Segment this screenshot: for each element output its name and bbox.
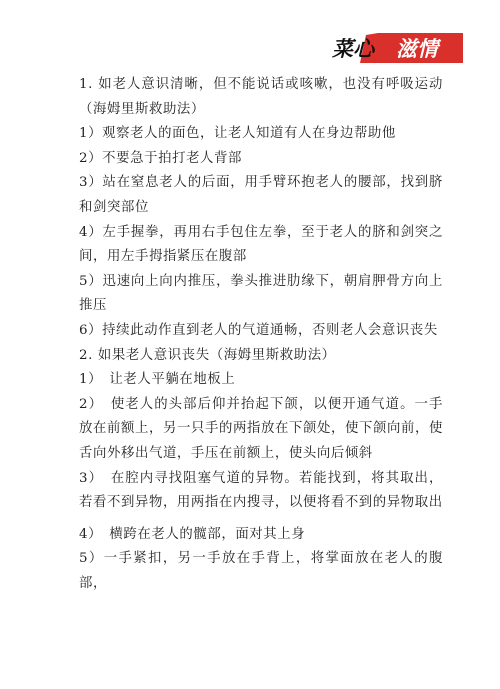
- paragraph-3: 2）不要急于拍打老人背部: [79, 150, 243, 166]
- brand-logo-graphic: [330, 33, 463, 63]
- paragraph-12: 4） 横跨在老人的髋部，面对其上身: [79, 526, 306, 542]
- logo-text-right: 滋情: [396, 36, 438, 61]
- paragraph-9: 1） 让老人平躺在地板上: [79, 372, 236, 388]
- paragraph-1: 1. 如老人意识清晰，但不能说话或咳嗽，也没有呼吸运动（海姆里斯救助法）: [79, 77, 443, 117]
- document-body: [79, 73, 443, 596]
- paragraph-4: 3）站在窒息老人的后面，用手臂环抱老人的腰部，找到脐和剑突部位: [79, 175, 443, 215]
- paragraph-13: 5）一手紧扣，另一手放在手背上，将掌面放在老人的腹部，: [79, 551, 443, 591]
- paragraph-11: 3） 在腔内寻找阻塞气道的异物。若能找到，将其取出，若看不到异物，用两指在内搜寻，以便将看不到的异物取出: [79, 470, 443, 511]
- paragraph-8: 2. 如果老人意识丧失（海姆里斯救助法）: [79, 347, 336, 363]
- logo-text-left: 菜心: [332, 36, 374, 61]
- brand-logo: [330, 33, 463, 63]
- paragraph-7: 6）持续此动作直到老人的气道通畅，否则老人会意识丧失: [79, 322, 438, 338]
- paragraph-6: 5）迅速向上向内推压，拳头推进肋缘下，朝肩胛骨方向上推压: [79, 273, 443, 314]
- paragraph-5: 4）左手握拳，再用右手包住左拳，至于老人的脐和剑突之间，用左手拇指紧压在腹部: [79, 224, 443, 265]
- paragraph-2: 1）观察老人的面色，让老人知道有人在身边帮助他: [79, 126, 396, 142]
- paragraph-10: 2） 使老人的头部后仰并抬起下颌，以便开通气道。一手放在前额上，另一只手的两指放在下颌处，使下颌向前，使舌向外移出气道，手压在前额上，使头向后倾斜: [79, 396, 443, 461]
